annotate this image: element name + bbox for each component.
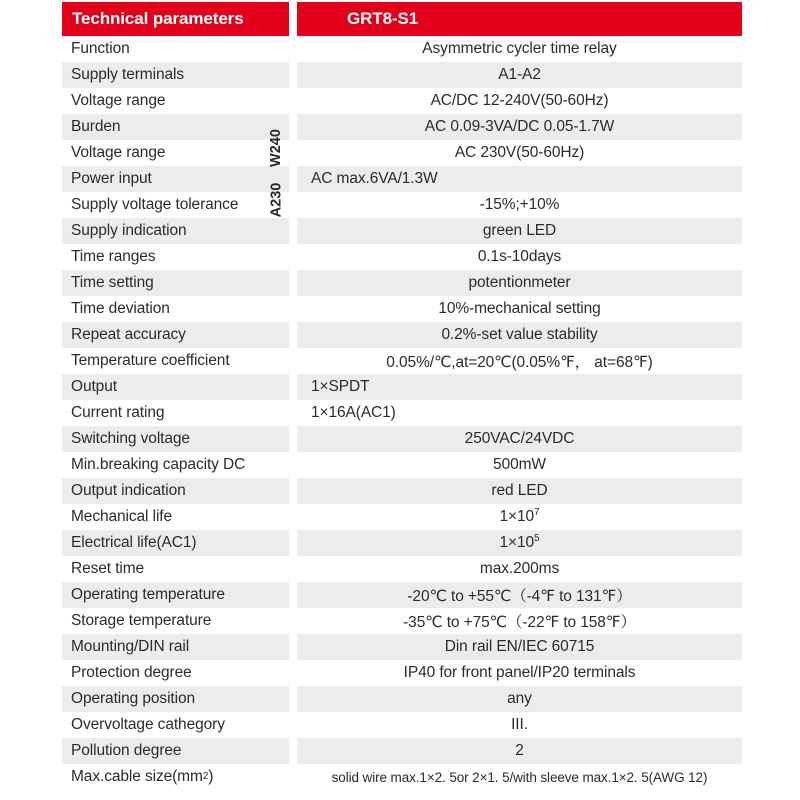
table-row xyxy=(62,218,742,244)
column-gap xyxy=(289,348,297,374)
column-gap xyxy=(289,634,297,660)
row-label-cell xyxy=(62,504,289,530)
row-value xyxy=(332,770,708,785)
row-value-cell xyxy=(297,686,742,712)
row-value xyxy=(480,196,560,214)
column-gap xyxy=(289,400,297,426)
column-gap xyxy=(289,504,297,530)
row-label: Output xyxy=(71,378,117,395)
row-value xyxy=(404,664,636,682)
row-label-cell xyxy=(62,738,289,764)
row-value-cell xyxy=(297,400,742,426)
column-gap xyxy=(289,166,297,192)
column-gap xyxy=(289,530,297,556)
row-value-text: AC/DC 12-240V(50-60Hz) xyxy=(430,92,609,109)
row-label-cell xyxy=(62,140,289,166)
row-value xyxy=(422,40,616,58)
row-value-text: red LED xyxy=(491,482,548,499)
column-gap xyxy=(289,114,297,140)
row-label-cell xyxy=(62,686,289,712)
row-label-cell xyxy=(62,244,289,270)
row-value-text: -35℃ to +75℃（-22℉ to 158℉） xyxy=(403,614,636,631)
row-label-cell xyxy=(62,322,289,348)
column-gap xyxy=(289,2,297,36)
row-value xyxy=(469,274,571,292)
row-label-cell xyxy=(62,374,289,400)
row-label: Time deviation xyxy=(71,300,170,317)
column-gap xyxy=(289,660,297,686)
column-gap xyxy=(289,608,297,634)
table-row xyxy=(62,88,742,114)
row-value xyxy=(480,560,559,578)
row-label-cell xyxy=(62,348,289,374)
table-row xyxy=(62,166,742,192)
table-row xyxy=(62,478,742,504)
table-row xyxy=(62,36,742,62)
table-row xyxy=(62,114,742,140)
row-value-cell xyxy=(297,322,742,348)
row-label-cell xyxy=(62,712,289,738)
row-value-text: IP40 for front panel/IP20 terminals xyxy=(403,664,636,681)
table-header-row xyxy=(62,2,742,36)
row-value-cell xyxy=(297,582,742,608)
column-gap xyxy=(289,36,297,62)
row-label: Operating temperature xyxy=(71,586,225,603)
table-row xyxy=(62,712,742,738)
row-value-cell xyxy=(297,556,742,582)
row-value-cell xyxy=(297,296,742,322)
row-label: Pollution degree xyxy=(71,742,182,759)
row-value-text: 250VAC/24VDC xyxy=(464,430,575,447)
row-value xyxy=(311,170,438,188)
row-label: Current rating xyxy=(71,404,165,421)
row-label-cell xyxy=(62,62,289,88)
row-label: Max.cable size(mm xyxy=(71,768,203,785)
column-gap xyxy=(289,426,297,452)
row-value-text: -15%;+10% xyxy=(479,196,560,213)
row-value-text: III. xyxy=(511,716,528,733)
row-label: Switching voltage xyxy=(71,430,190,447)
row-value xyxy=(431,92,609,110)
row-value-cell xyxy=(297,114,742,140)
row-value xyxy=(483,222,556,240)
column-gap xyxy=(289,582,297,608)
row-value-text: 1×10 xyxy=(499,534,535,551)
table-row xyxy=(62,530,742,556)
row-label: Storage temperature xyxy=(71,612,212,629)
row-value-cell xyxy=(297,270,742,296)
row-value-text: 1×SPDT xyxy=(311,378,370,395)
row-label: Supply terminals xyxy=(71,66,184,83)
row-value xyxy=(511,716,528,734)
table-row xyxy=(62,764,742,790)
row-label: Time ranges xyxy=(71,248,156,265)
header-left-cell xyxy=(62,2,289,36)
row-label-cell xyxy=(62,608,289,634)
row-value-text: 1×10 xyxy=(499,508,535,525)
row-label: Time setting xyxy=(71,274,154,291)
table-row xyxy=(62,504,742,530)
row-value-text: 1×16A(AC1) xyxy=(311,404,396,421)
row-label-cell xyxy=(62,36,289,62)
column-gap xyxy=(289,556,297,582)
row-label-tail: ) xyxy=(208,768,214,785)
column-gap xyxy=(289,738,297,764)
row-value xyxy=(441,326,597,344)
table-row xyxy=(62,608,742,634)
row-value-cell xyxy=(297,764,742,790)
column-gap xyxy=(289,374,297,400)
row-label-cell xyxy=(62,166,289,192)
row-label: Reset time xyxy=(71,560,145,577)
column-gap xyxy=(289,88,297,114)
table-row xyxy=(62,400,742,426)
row-label-cell xyxy=(62,426,289,452)
row-value-cell xyxy=(297,374,742,400)
column-gap xyxy=(289,452,297,478)
table-row xyxy=(62,738,742,764)
row-label-cell xyxy=(62,218,289,244)
row-value-text: solid wire max.1×2. 5or 2×1. 5/with sleeve max.1×2. 5(AWG 12) xyxy=(331,769,708,785)
row-value-text: any xyxy=(507,690,532,707)
row-value-cell xyxy=(297,166,742,192)
row-label-cell xyxy=(62,530,289,556)
table-row xyxy=(62,686,742,712)
header-left-label: Technical parameters xyxy=(72,9,244,28)
row-value xyxy=(438,300,600,318)
row-value-text: Asymmetric cycler time relay xyxy=(422,40,617,57)
row-value xyxy=(311,378,369,396)
row-label-cell xyxy=(62,296,289,322)
row-label: Protection degree xyxy=(71,664,192,681)
row-value-superscript: 5 xyxy=(534,532,540,544)
row-label: Operating position xyxy=(71,690,196,707)
row-value-cell xyxy=(297,426,742,452)
row-label-cell xyxy=(62,270,289,296)
row-value xyxy=(507,690,532,708)
row-label: Mounting/DIN rail xyxy=(71,638,190,655)
column-gap xyxy=(289,296,297,322)
row-value-text: 0.1s-10days xyxy=(477,248,562,265)
row-value xyxy=(491,482,547,500)
row-value-cell xyxy=(297,36,742,62)
row-label: Voltage range xyxy=(71,144,166,161)
technical-parameters-table xyxy=(62,2,742,790)
column-gap xyxy=(289,244,297,270)
row-label: Voltage range xyxy=(71,92,166,109)
row-label: Burden xyxy=(71,118,121,135)
column-gap xyxy=(289,62,297,88)
column-gap xyxy=(289,218,297,244)
row-value-cell xyxy=(297,218,742,244)
row-value-cell xyxy=(297,478,742,504)
row-label-cell xyxy=(62,192,289,218)
column-gap xyxy=(289,140,297,166)
row-label-cell xyxy=(62,88,289,114)
row-label-cell: Max.cable size(mm 2 ) xyxy=(62,764,289,790)
table-row xyxy=(62,634,742,660)
table-row xyxy=(62,426,742,452)
row-value-text: 10%-mechanical setting xyxy=(438,300,601,317)
row-value-cell xyxy=(297,660,742,686)
row-label: Power input xyxy=(71,170,152,187)
row-value xyxy=(455,144,584,162)
row-label-cell xyxy=(62,478,289,504)
row-value xyxy=(500,534,540,552)
row-label-cell xyxy=(62,660,289,686)
row-value-cell xyxy=(297,608,742,634)
row-value xyxy=(493,456,546,474)
row-label: Min.breaking capacity DC xyxy=(71,456,246,473)
row-value xyxy=(407,584,631,606)
table-row xyxy=(62,140,742,166)
row-value xyxy=(425,118,614,136)
row-value-cell xyxy=(297,452,742,478)
row-value-cell xyxy=(297,140,742,166)
row-label-cell xyxy=(62,400,289,426)
table-row xyxy=(62,322,742,348)
table-row xyxy=(62,582,742,608)
row-label: Output indication xyxy=(71,482,186,499)
row-value-text: AC max.6VA/1.3W xyxy=(311,170,438,187)
row-value xyxy=(465,430,575,448)
row-value-text: A1-A2 xyxy=(498,66,541,83)
row-label-cell xyxy=(62,452,289,478)
table-row xyxy=(62,556,742,582)
row-value-text: potentionmeter xyxy=(468,274,571,291)
row-label: Overvoltage cathegory xyxy=(71,716,225,733)
row-value-text: max.200ms xyxy=(479,560,560,577)
table-row xyxy=(62,452,742,478)
column-gap xyxy=(289,270,297,296)
row-value-text: Din rail EN/IEC 60715 xyxy=(444,638,595,655)
row-label: Temperature coefficient xyxy=(71,352,230,369)
row-value-cell xyxy=(297,738,742,764)
row-value-text: -20℃ to +55℃（-4℉ to 131℉） xyxy=(407,588,632,605)
row-value-text: 0.2%-set value stability xyxy=(441,326,598,343)
group-tag-label: A230 xyxy=(268,182,285,218)
row-value xyxy=(386,350,652,372)
table-row xyxy=(62,296,742,322)
row-label-cell xyxy=(62,114,289,140)
row-value-cell xyxy=(297,504,742,530)
column-gap xyxy=(289,764,297,790)
row-value xyxy=(311,404,396,422)
table-row xyxy=(62,348,742,374)
row-value xyxy=(403,610,636,632)
row-value-cell xyxy=(297,62,742,88)
row-value-cell xyxy=(297,348,742,374)
row-value-cell xyxy=(297,530,742,556)
row-value-cell xyxy=(297,192,742,218)
row-label: Supply indication xyxy=(71,222,187,239)
row-value-text: 0.05%/℃,at=20℃(0.05%℉， at=68℉) xyxy=(386,354,653,371)
table-row xyxy=(62,270,742,296)
row-value xyxy=(478,248,561,266)
row-label: Electrical life(AC1) xyxy=(71,534,197,551)
row-value xyxy=(498,66,541,84)
row-value xyxy=(515,742,524,760)
row-value-text: green LED xyxy=(482,222,557,239)
header-right-cell xyxy=(297,2,742,36)
row-label-cell xyxy=(62,582,289,608)
table-row xyxy=(62,244,742,270)
table-row xyxy=(62,62,742,88)
row-value-text: AC 0.09-3VA/DC 0.05-1.7W xyxy=(424,118,615,135)
row-value-text: AC 230V(50-60Hz) xyxy=(454,144,585,161)
column-gap xyxy=(289,712,297,738)
table-body xyxy=(62,36,742,790)
row-value xyxy=(445,638,595,656)
row-value-superscript: 7 xyxy=(534,506,540,518)
row-label-cell xyxy=(62,556,289,582)
row-label: Supply voltage tolerance xyxy=(71,196,239,213)
column-gap xyxy=(289,686,297,712)
row-value-text: 500mW xyxy=(493,456,546,473)
row-value-cell xyxy=(297,88,742,114)
row-label: Function xyxy=(71,40,130,57)
row-value-cell xyxy=(297,244,742,270)
table-row xyxy=(62,660,742,686)
header-right-label: GRT8-S1 xyxy=(347,9,419,28)
column-gap xyxy=(289,478,297,504)
column-gap xyxy=(289,192,297,218)
row-label: Repeat accuracy xyxy=(71,326,186,343)
row-value-cell xyxy=(297,634,742,660)
row-value-text: 2 xyxy=(515,742,524,759)
table-row xyxy=(62,374,742,400)
row-value xyxy=(500,508,540,526)
row-label: Mechanical life xyxy=(71,508,173,525)
group-tag-label: W240 xyxy=(268,129,285,167)
table-row xyxy=(62,192,742,218)
row-value-cell xyxy=(297,712,742,738)
row-label-cell xyxy=(62,634,289,660)
column-gap xyxy=(289,322,297,348)
